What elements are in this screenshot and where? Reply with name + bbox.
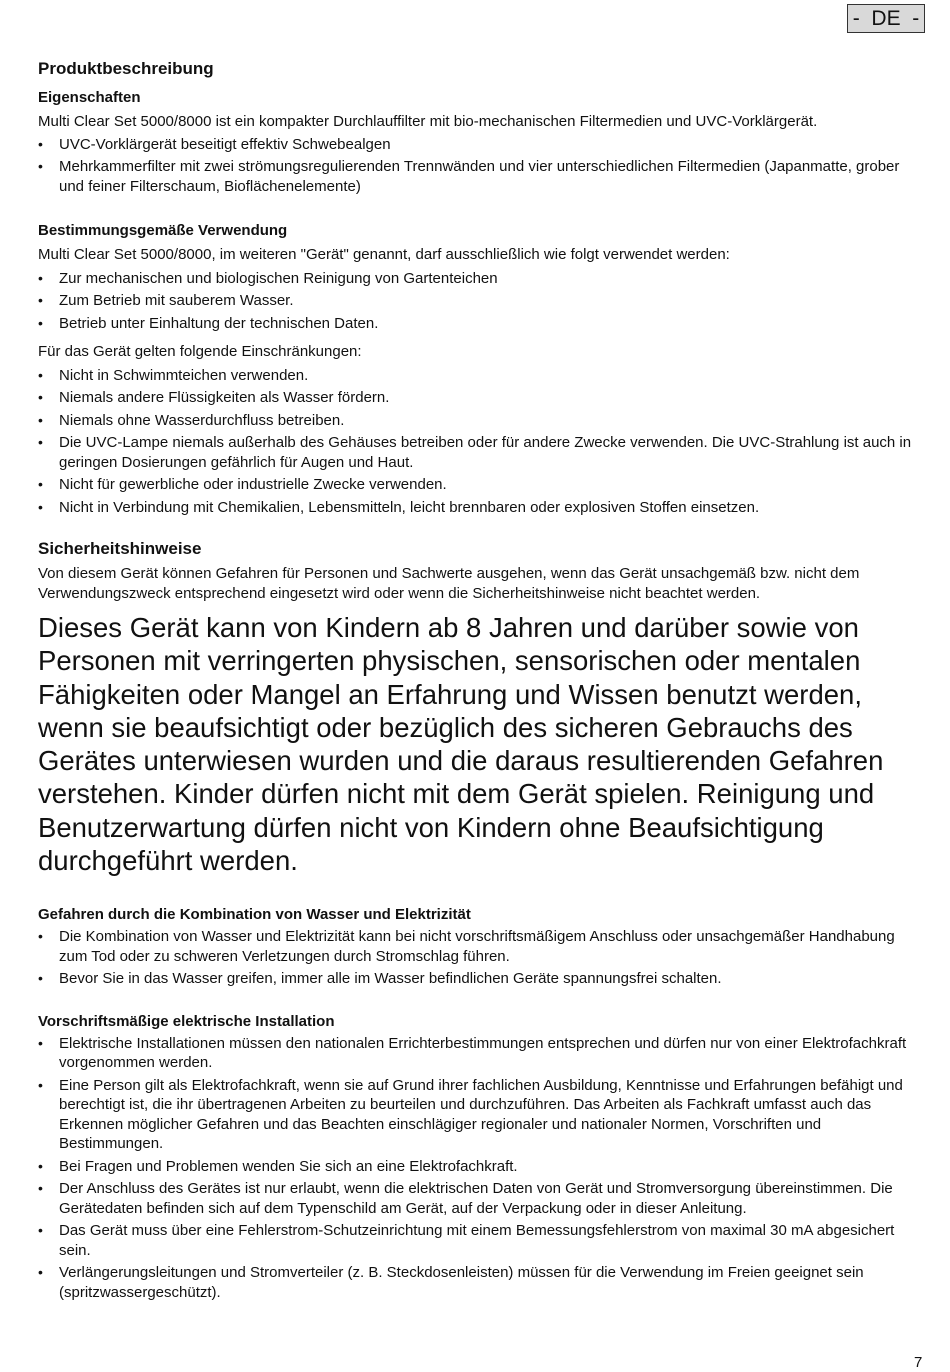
list-item: • Niemals andere Flüssigkeiten als Wasser fördern. bbox=[38, 388, 913, 408]
document-body bbox=[38, 58, 913, 1305]
list-item: • Das Gerät muss über eine Fehlerstrom-Schutzeinrichtung mit einem Bemessungsfehlerstrom von maximal 30 mA abgesichert sein. bbox=[38, 1221, 913, 1260]
list-item: • Verlängerungsleitungen und Stromverteiler (z. B. Steckdosenleisten) müssen für die Verwendung im Freien geeignet sein (spritzwassergeschützt). bbox=[38, 1263, 913, 1302]
features-intro: Multi Clear Set 5000/8000 ist ein kompakter Durchlauffilter mit bio-mechanischen Filtermedien und UVC-Vorklärgerät. bbox=[38, 113, 818, 130]
list-item: • Der Anschluss des Gerätes ist nur erlaubt, wenn die elektrischen Daten von Gerät und Stromversorgung übereinstimmen. Die Gerätedaten befinden sich auf dem Typenschild am Gerät, auf der Verpackung oder in dieser Anleitung. bbox=[38, 1179, 913, 1218]
section-title-water-electricity: Gefahren durch die Kombination von Wasser und Elektrizität bbox=[38, 906, 471, 924]
section-title-intended-use: Bestimmungsgemäße Verwendung bbox=[38, 222, 288, 239]
section-title-safety: Sicherheitshinweise bbox=[38, 539, 202, 558]
child-safety-warning: Dieses Gerät kann von Kindern ab 8 Jahren und darüber sowie von Personen mit verringerten physischen, sensorischen oder mentalen Fähigkeiten oder Mangel an Erfahrung und Wissen benutzt werden, wenn sie beaufsichtigt oder bezüglich des sicheren Gebrauchs des Gerätes unterwiesen wurden und die daraus resultierenden Gefahren verstehen. Kinder dürfen nicht mit dem Gerät spielen. Reinigung und Benutzerwartung dürfen nicht von Kindern ohne Beaufsichtigung durchgeführt werden. bbox=[38, 612, 884, 877]
list-item: • Elektrische Installationen müssen den nationalen Errichterbestimmungen entsprechen und dürfen nur von einer Elektrofachkraft vorgenommen werden. bbox=[38, 1034, 913, 1073]
list-item: • Nicht in Schwimmteichen verwenden. bbox=[38, 366, 913, 386]
list-item: • Zum Betrieb mit sauberem Wasser. bbox=[38, 291, 913, 311]
section-title-product-description: Produktbeschreibung bbox=[38, 59, 214, 78]
list-item: • Eine Person gilt als Elektrofachkraft, wenn sie auf Grund ihrer fachlichen Ausbildung, Kenntnisse und Erfahrungen befähigt und berechtigt ist, die ihr übertragenen Arbeiten zu beurteilen und durchzuführen. Das Arbeiten als Fachkraft umfasst auch das Erkennen möglicher Gefahren und das Beachten einschlägiger regionaler und nationaler Normen, Vorschriften und Bestimmungen. bbox=[38, 1076, 913, 1154]
list-item: • Bevor Sie in das Wasser greifen, immer alle im Wasser befindlichen Geräte spannungsfrei schalten. bbox=[38, 969, 913, 989]
list-item: • Mehrkammerfilter mit zwei strömungsregulierenden Trennwänden und vier unterschiedlichen Filtermedien (Japanmatte, grober und feiner Filterschaum, Bioflächenelemente) bbox=[38, 157, 913, 196]
intended-use-intro: Multi Clear Set 5000/8000, im weiteren "Gerät" genannt, darf ausschließlich wie folgt verwendet werden: bbox=[38, 246, 730, 263]
list-item: • Die UVC-Lampe niemals außerhalb des Gehäuses betreiben oder für andere Zwecke verwenden. Die UVC-Strahlung ist auch in geringen Dosierungen gefährlich für Augen und Haut. bbox=[38, 433, 913, 472]
electrical-installation-list bbox=[38, 1034, 913, 1303]
section-title-electrical-installation: Vorschriftsmäßige elektrische Installation bbox=[38, 1012, 335, 1030]
list-item: • Zur mechanischen und biologischen Reinigung von Gartenteichen bbox=[38, 269, 913, 289]
subsection-title-features: Eigenschaften bbox=[38, 89, 141, 106]
list-item: • Bei Fragen und Problemen wenden Sie sich an eine Elektrofachkraft. bbox=[38, 1157, 913, 1177]
list-item: • Die Kombination von Wasser und Elektrizität kann bei nicht vorschriftsmäßigem Anschluss oder unsachgemäßer Handhabung zum Tod oder zu schweren Verletzungen durch Stromschlag führen. bbox=[38, 927, 913, 966]
restrictions-intro: Für das Gerät gelten folgende Einschränkungen: bbox=[38, 343, 362, 360]
list-item: • Nicht für gewerbliche oder industrielle Zwecke verwenden. bbox=[38, 475, 913, 495]
intended-use-list bbox=[38, 269, 913, 334]
language-badge: - DE - bbox=[847, 4, 925, 33]
page-number: 7 bbox=[914, 1354, 923, 1371]
features-list bbox=[38, 135, 913, 197]
list-item: • Betrieb unter Einhaltung der technischen Daten. bbox=[38, 314, 913, 334]
water-electricity-list bbox=[38, 927, 913, 989]
list-item: • UVC-Vorklärgerät beseitigt effektiv Schwebealgen bbox=[38, 135, 913, 155]
list-item: • Niemals ohne Wasserdurchfluss betreiben. bbox=[38, 411, 913, 431]
restrictions-list bbox=[38, 366, 913, 518]
list-item: • Nicht in Verbindung mit Chemikalien, Lebensmitteln, leicht brennbaren oder explosiven Stoffen einsetzen. bbox=[38, 498, 913, 518]
safety-intro: Von diesem Gerät können Gefahren für Personen und Sachwerte ausgehen, wenn das Gerät unsachgemäß bzw. nicht dem Verwendungszweck entsprechend eingesetzt wird oder wenn die Sicherheitshinweise nicht beachtet werden. bbox=[38, 565, 860, 602]
